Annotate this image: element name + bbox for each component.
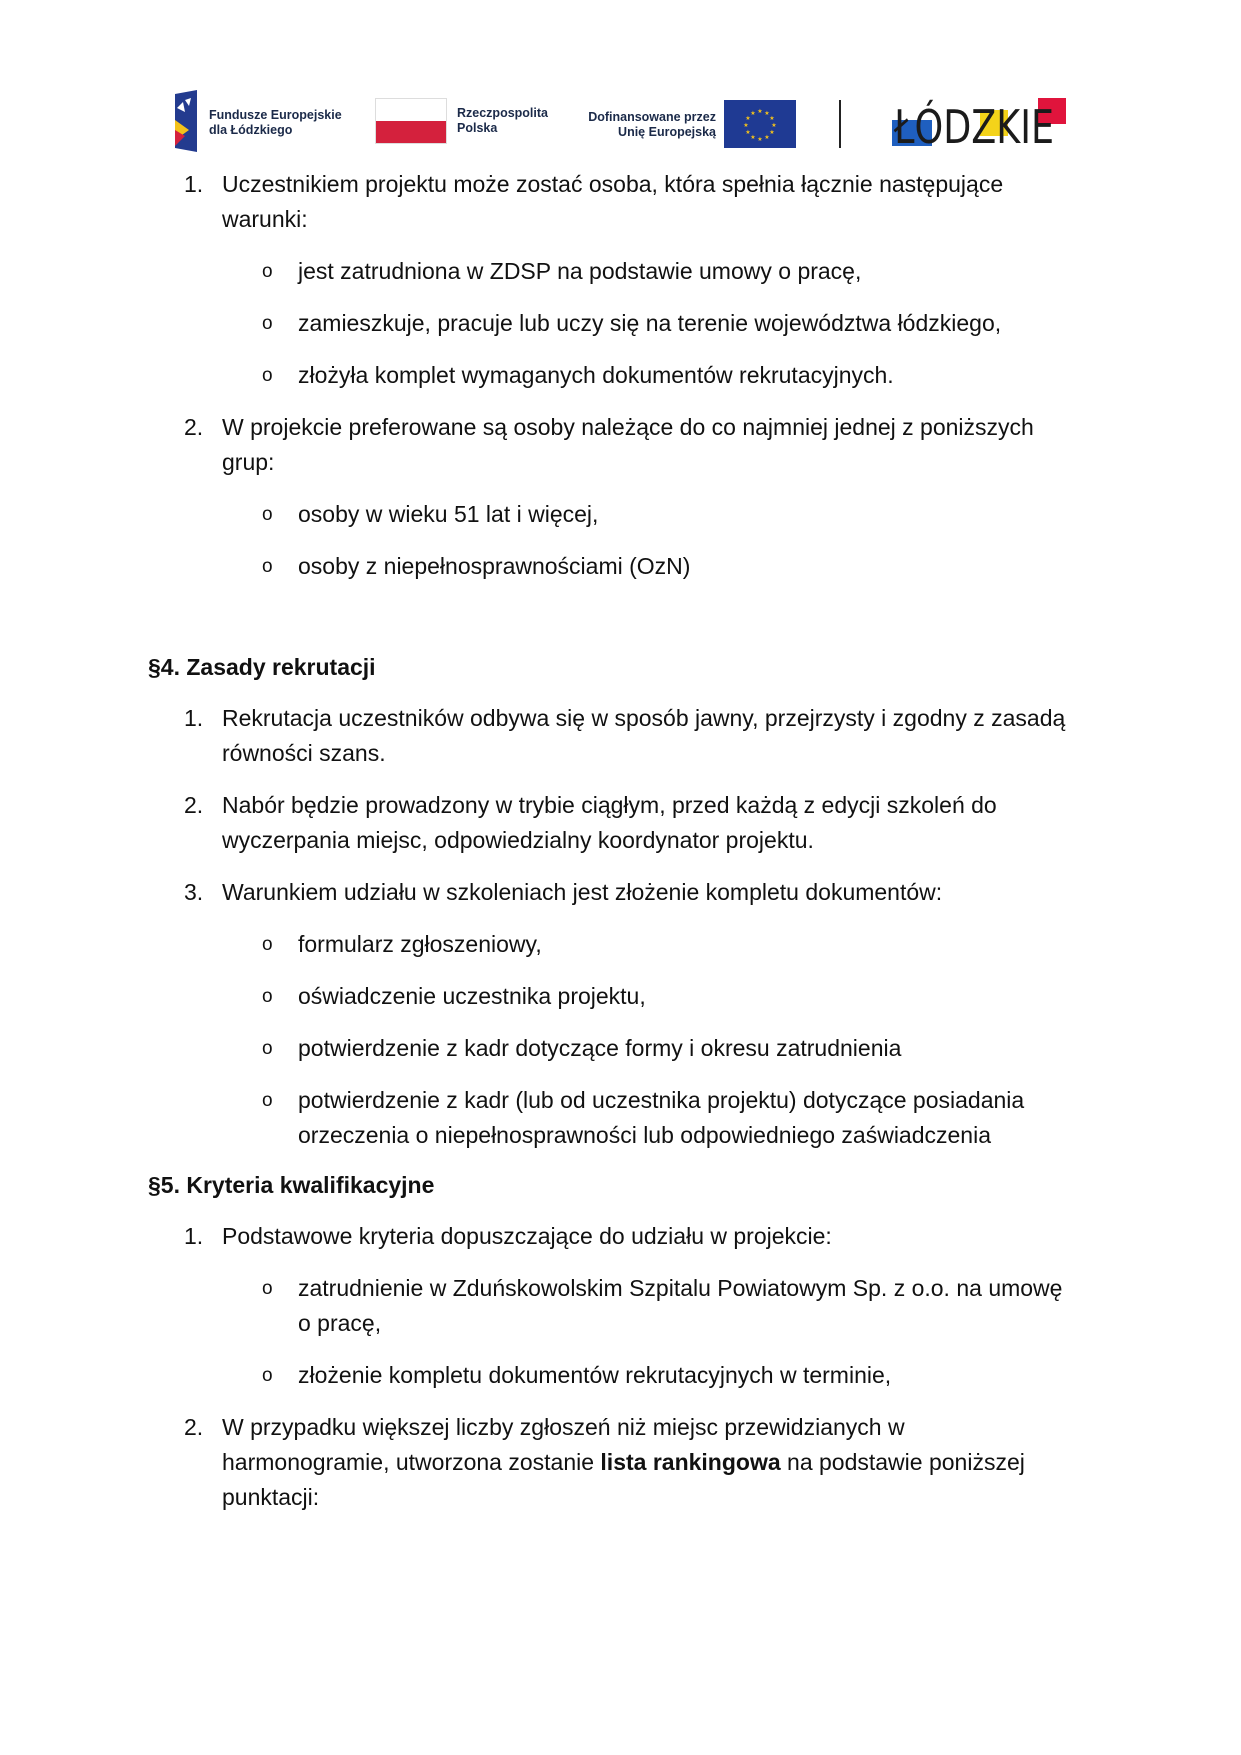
bullet-icon: o	[262, 313, 273, 334]
list-text: Rekrutacja uczestników odbywa się w sposób jawny, przejrzysty i zgodny z zasadą	[222, 705, 1066, 731]
list-number: 1.	[184, 1223, 204, 1249]
poland-flag-icon	[375, 98, 447, 144]
svg-text:★: ★	[745, 129, 751, 136]
pl-line1: Rzeczpospolita	[457, 106, 548, 120]
list-text-continued	[222, 1445, 1025, 1480]
bullet-item-continued: o pracę,	[298, 1310, 382, 1336]
fe-stars-icon	[167, 90, 205, 152]
bullet-item: potwierdzenie z kadr (lub od uczestnika projektu) dotyczące posiadania	[298, 1087, 1025, 1113]
svg-text:★: ★	[757, 136, 763, 143]
bullet-icon: o	[262, 261, 273, 282]
list-text: W projekcie preferowane są osoby należące do co najmniej jednej z poniższych	[222, 414, 1034, 440]
bullet-item: oświadczenie uczestnika projektu,	[298, 983, 646, 1009]
bullet-item: złożyła komplet wymaganych dokumentów rekrutacyjnych.	[298, 362, 894, 388]
eu-flag-icon	[724, 100, 796, 148]
eu-funding-logo	[581, 100, 806, 150]
eu-line1: Dofinansowane przez	[588, 110, 716, 124]
bullet-icon: o	[262, 1365, 273, 1386]
list-number: 2.	[184, 1414, 204, 1440]
lodzkie-logo-icon	[892, 96, 1082, 148]
fundusze-europejskie-logo	[167, 90, 357, 152]
list-number: 3.	[184, 879, 204, 905]
bullet-item: formularz zgłoszeniowy,	[298, 931, 542, 957]
svg-text:★: ★	[745, 115, 751, 122]
list-text: W przypadku większej liczby zgłoszeń niż miejsc przewidzianych w	[222, 1414, 905, 1440]
logo-separator	[839, 100, 841, 148]
bullet-icon: o	[262, 1278, 273, 1299]
bullet-icon: o	[262, 365, 273, 386]
bullet-icon: o	[262, 1038, 273, 1059]
bullet-item: zatrudnienie w Zduńskowolskim Szpitalu Powiatowym Sp. z o.o. na umowę	[298, 1275, 1063, 1301]
list-text-continued: grup:	[222, 449, 275, 475]
list-text: Podstawowe kryteria dopuszczające do udziału w projekcie:	[222, 1223, 832, 1249]
svg-text:★: ★	[743, 122, 749, 129]
logo-header	[167, 86, 1080, 156]
svg-text:★: ★	[750, 110, 756, 117]
eu-line2: Unię Europejską	[618, 125, 716, 139]
ranking-list-bold: lista rankingowa	[600, 1449, 781, 1475]
bullet-item: jest zatrudniona w ZDSP na podstawie umowy o pracę,	[298, 258, 862, 284]
section-heading: §4. Zasady rekrutacji	[148, 654, 376, 680]
text-run: harmonogramie, utworzona zostanie	[222, 1449, 601, 1475]
lodzkie-logo	[892, 96, 1082, 148]
list-text-continued: warunki:	[222, 206, 308, 232]
bullet-icon: o	[262, 504, 273, 525]
list-number: 2.	[184, 414, 204, 440]
rzeczpospolita-polska-logo	[375, 98, 565, 148]
list-text: Nabór będzie prowadzony w trybie ciągłym, przed każdą z edycji szkoleń do	[222, 792, 997, 818]
bullet-item: zamieszkuje, pracuje lub uczy się na terenie województwa łódzkiego,	[298, 310, 1002, 336]
svg-text:★: ★	[764, 110, 770, 117]
lodzkie-wordmark: ŁÓDZKIE	[893, 100, 1054, 148]
list-text-continued: punktacji:	[222, 1484, 320, 1510]
bullet-icon: o	[262, 986, 273, 1007]
text-run: na podstawie poniższej	[780, 1449, 1025, 1475]
list-text: Warunkiem udziału w szkoleniach jest złożenie kompletu dokumentów:	[222, 879, 943, 905]
section-heading: §5. Kryteria kwalifikacyjne	[148, 1172, 435, 1198]
list-number: 2.	[184, 792, 204, 818]
pl-line2: Polska	[457, 121, 498, 135]
svg-text:★: ★	[769, 115, 775, 122]
svg-text:★: ★	[757, 108, 763, 115]
svg-text:★: ★	[750, 134, 756, 141]
svg-text:★: ★	[769, 129, 775, 136]
bullet-icon: o	[262, 556, 273, 577]
bullet-item: osoby z niepełnosprawnościami (OzN)	[298, 553, 691, 579]
list-text: Uczestnikiem projektu może zostać osoba, która spełnia łącznie następujące	[222, 171, 1004, 197]
svg-text:★: ★	[764, 134, 770, 141]
bullet-item: potwierdzenie z kadr dotyczące formy i okresu zatrudnienia	[298, 1035, 902, 1061]
list-text-continued: wyczerpania miejsc, odpowiedzialny koordynator projektu.	[222, 827, 814, 853]
bullet-item: złożenie kompletu dokumentów rekrutacyjnych w terminie,	[298, 1362, 892, 1388]
bullet-icon: o	[262, 1090, 273, 1111]
bullet-item: osoby w wieku 51 lat i więcej,	[298, 501, 599, 527]
fe-line1: Fundusze Europejskie	[209, 108, 342, 122]
svg-text:★: ★	[771, 122, 777, 129]
list-text-continued: równości szans.	[222, 740, 386, 766]
bullet-item-continued: orzeczenia o niepełnosprawności lub odpowiedniego zaświadczenia	[298, 1122, 991, 1148]
list-number: 1.	[184, 171, 204, 197]
list-number: 1.	[184, 705, 204, 731]
bullet-icon: o	[262, 934, 273, 955]
fe-line2: dla Łódzkiego	[209, 123, 293, 137]
